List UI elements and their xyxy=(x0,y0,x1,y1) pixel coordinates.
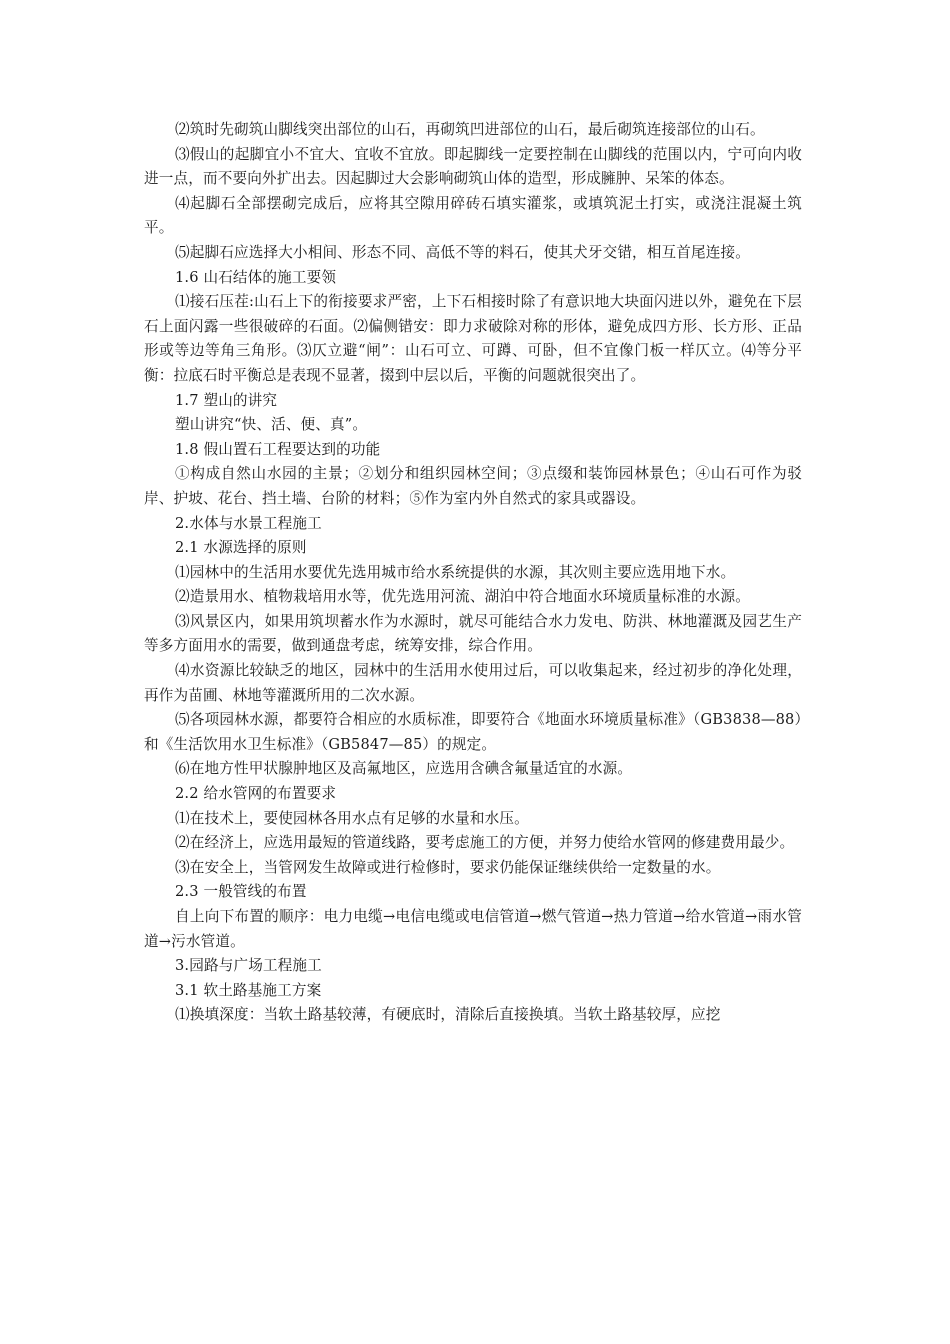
section-heading: 2.1 水源选择的原则 xyxy=(175,539,307,557)
paragraph: ⑷水资源比较缺乏的地区，园林中的生活用水使用过后，可以收集起来，经过初步的净化处理，再作为苗圃、林地等灌溉所用的二次水源。 xyxy=(144,662,802,704)
paragraph: ⑵筑时先砌筑山脚线突出部位的山石，再砌筑凹进部位的山石，最后砌筑连接部位的山石。 xyxy=(175,121,765,138)
section-heading: 2.2 给水管网的布置要求 xyxy=(175,785,337,803)
paragraph: ⑵在经济上，应选用最短的管道线路，要考虑施工的方便，并努力使给水管网的修建费用最少。 xyxy=(175,834,795,852)
paragraph: ⑶风景区内，如果用筑坝蓄水作为水源时，就尽可能结合水力发电、防洪、林地灌溉及园艺生产等多方面用水的需要，做到通盘考虑，统筹安排，综合作用。 xyxy=(144,612,802,655)
section-heading: 2.3 一般管线的布置 xyxy=(175,883,307,901)
paragraph: ⑵造景用水、植物栽培用水等，优先选用河流、湖泊中符合地面水环境质量标准的水源。 xyxy=(175,588,751,606)
paragraph: ①构成自然山水园的主景；②划分和组织园林空间；③点缀和装饰园林景色；④山石可作为驳岸、护坡、花台、挡土墙、台阶的材料；⑤作为室内外自然式的家具或器设。 xyxy=(144,465,802,507)
document-page xyxy=(144,118,802,1028)
paragraph: ⑴换填深度：当软土路基较薄，有硬底时，清除后直接换填。当软土路基较厚，应挖 xyxy=(175,1006,721,1024)
paragraph: ⑴园林中的生活用水要优先选用城市给水系统提供的水源，其次则主要应选用地下水。 xyxy=(175,563,736,581)
paragraph: ⑸起脚石应选择大小相间、形态不同、高低不等的料石，使其犬牙交错，相互首尾连接。 xyxy=(175,243,751,261)
paragraph: ⑶假山的起脚宜小不宜大、宜收不宜放。即起脚线一定要控制在山脚线的范围以内，宁可向内收进一点，而不要向外扩出去。因起脚过大会影响砌筑山体的造型，形成臃肿、呆笨的体态。 xyxy=(144,145,802,188)
section-heading: 1.7 塑山的讲究 xyxy=(175,391,278,409)
paragraph: ⑴接石压茬:山石上下的衔接要求严密，上下石相接时除了有意识地大块面闪进以外，避免在下层石上面闪露一些很破碎的石面。⑵偏侧错安：即力求破除对称的形体，避免成四方形、长方形、正品形或等边等角三角形。⑶仄立避“闸”：山石可立、可蹲、可卧，但不宜像门板一样仄立。⑷等分平衡：拉底石时平衡总是表现不显著，掇到中层以后，平衡的问题就很突出了。 xyxy=(144,293,802,384)
section-heading: 3.园路与广场工程施工 xyxy=(175,957,322,975)
section-heading: 1.8 假山置石工程要达到的功能 xyxy=(175,440,381,458)
paragraph: ⑶在安全上，当管网发生故障或进行检修时，要求仍能保证继续供给一定数量的水。 xyxy=(175,858,721,876)
section-heading: 2.水体与水景工程施工 xyxy=(175,514,322,532)
paragraph: ⑴在技术上，要使园林各用水点有足够的水量和水压。 xyxy=(175,809,529,827)
paragraph: ⑷起脚石全部摆砌完成后，应将其空隙用碎砖石填实灌浆，或填筑泥土打实，或浇注混凝土筑平。 xyxy=(144,194,802,237)
paragraph: 自上向下布置的顺序：电力电缆→电信电缆或电信管道→燃气管道→热力管道→给水管道→雨水管道→污水管道。 xyxy=(144,908,802,950)
section-heading: 1.6 山石结体的施工要领 xyxy=(175,268,337,286)
paragraph: ⑹在地方性甲状腺肿地区及高氟地区，应选用含碘含氟量适宜的水源。 xyxy=(175,760,633,778)
paragraph: ⑸各项园林水源，都要符合相应的水质标准，即要符合《地面水环境质量标准》（GB3838—88）和《生活饮用水卫生标准》（GB5847—85）的规定。 xyxy=(144,711,802,753)
section-heading: 3.1 软土路基施工方案 xyxy=(175,981,322,999)
paragraph: 塑山讲究“快、活、便、真”。 xyxy=(175,416,368,434)
